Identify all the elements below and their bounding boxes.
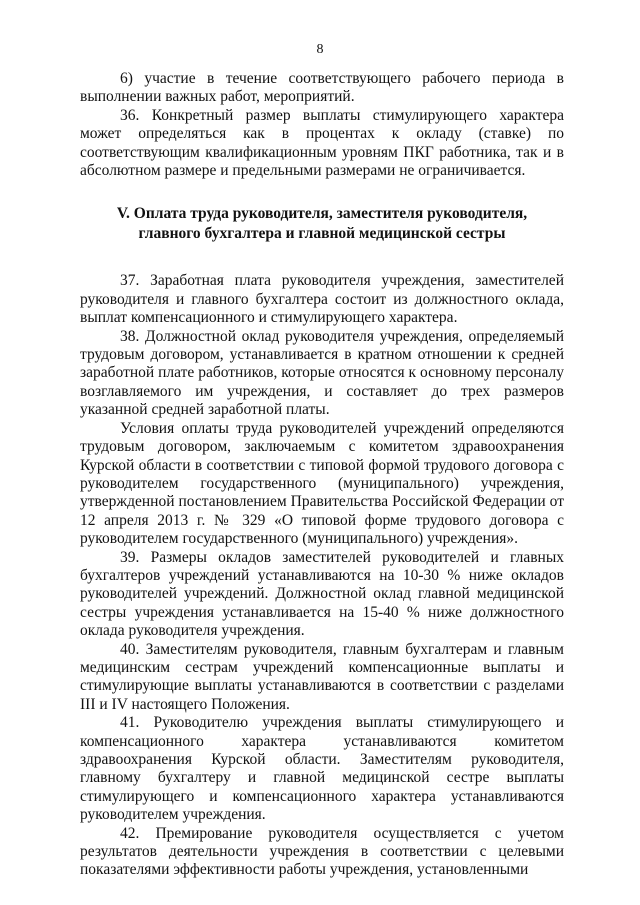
section-heading bbox=[80, 204, 564, 244]
paragraph-39: 39. Размеры окладов заместителей руководителей и главных бухгалтеров учреждений устанавливаются на 10-30 % ниже окладов руководителей учреждений. Должностной оклад главной медицинской сестры учреждения устанавливается на 15-40 % ниже должностного оклада руководителя учреждения. bbox=[80, 548, 564, 640]
paragraph-41: 41. Руководителю учреждения выплаты стимулирующего и компенсационного характера устанавливаются комитетом здравоохранения Курской области. Заместителям руководителя, главному бухгалтеру и главной медицинской сестре выплаты стимулирующего и компенсационного характера устанавливаются руководителем учреждения. bbox=[80, 714, 564, 824]
paragraph-37: 37. Заработная плата руководителя учреждения, заместителей руководителя и главного бухгалтера состоит из должностного оклада, выплат компенсационного и стимулирующего характера. bbox=[80, 272, 564, 327]
paragraph-42: 42. Премирование руководителя осуществляется с учетом результатов деятельности учреждения в соответствии с целевыми показателями эффективности работы учреждения, установленными bbox=[80, 824, 564, 879]
page-number: 8 bbox=[316, 42, 324, 57]
paragraph-item-6: 6) участие в течение соответствующего рабочего периода в выполнении важных работ, мероприятий. bbox=[80, 70, 564, 106]
section-heading-line-1: V. Оплата труда руководителя, заместителя руководителя, bbox=[116, 205, 528, 223]
paragraph-conditions: Условия оплаты труда руководителей учреждений определяются трудовым договором, заключаемым с комитетом здравоохранения Курской области в соответствии с типовой формой трудового договора с руководителем государственного (муниципального) учреждения, утвержденной постановлением Правительства Российской Федерации от 12 апреля 2013 г. № 329 «О типовой форме трудового договора с руководителем государственного (муниципального) учреждения». bbox=[80, 419, 564, 548]
document-body bbox=[80, 70, 564, 880]
section-heading-line-2: главного бухгалтера и главной медицинской сестры bbox=[138, 225, 506, 243]
paragraph-36: 36. Конкретный размер выплаты стимулирующего характера может определяться как в процентах к окладу (ставке) по соответствующим квалификационным уровням ПКГ работника, так и в абсолютном размере и предельными размерами не ограничивается. bbox=[80, 106, 564, 180]
paragraph-38: 38. Должностной оклад руководителя учреждения, определяемый трудовым договором, устанавливается в кратном отношении к средней заработной плате работников, которые относятся к основному персоналу возглавляемого им учреждения, и составляет до трех размеров указанной средней заработной платы. bbox=[80, 327, 564, 419]
paragraph-40: 40. Заместителям руководителя, главным бухгалтерам и главным медицинским сестрам учреждений компенсационные выплаты и стимулирующие выплаты устанавливаются в соответствии с разделами III и IV настоящего Положения. bbox=[80, 640, 564, 713]
